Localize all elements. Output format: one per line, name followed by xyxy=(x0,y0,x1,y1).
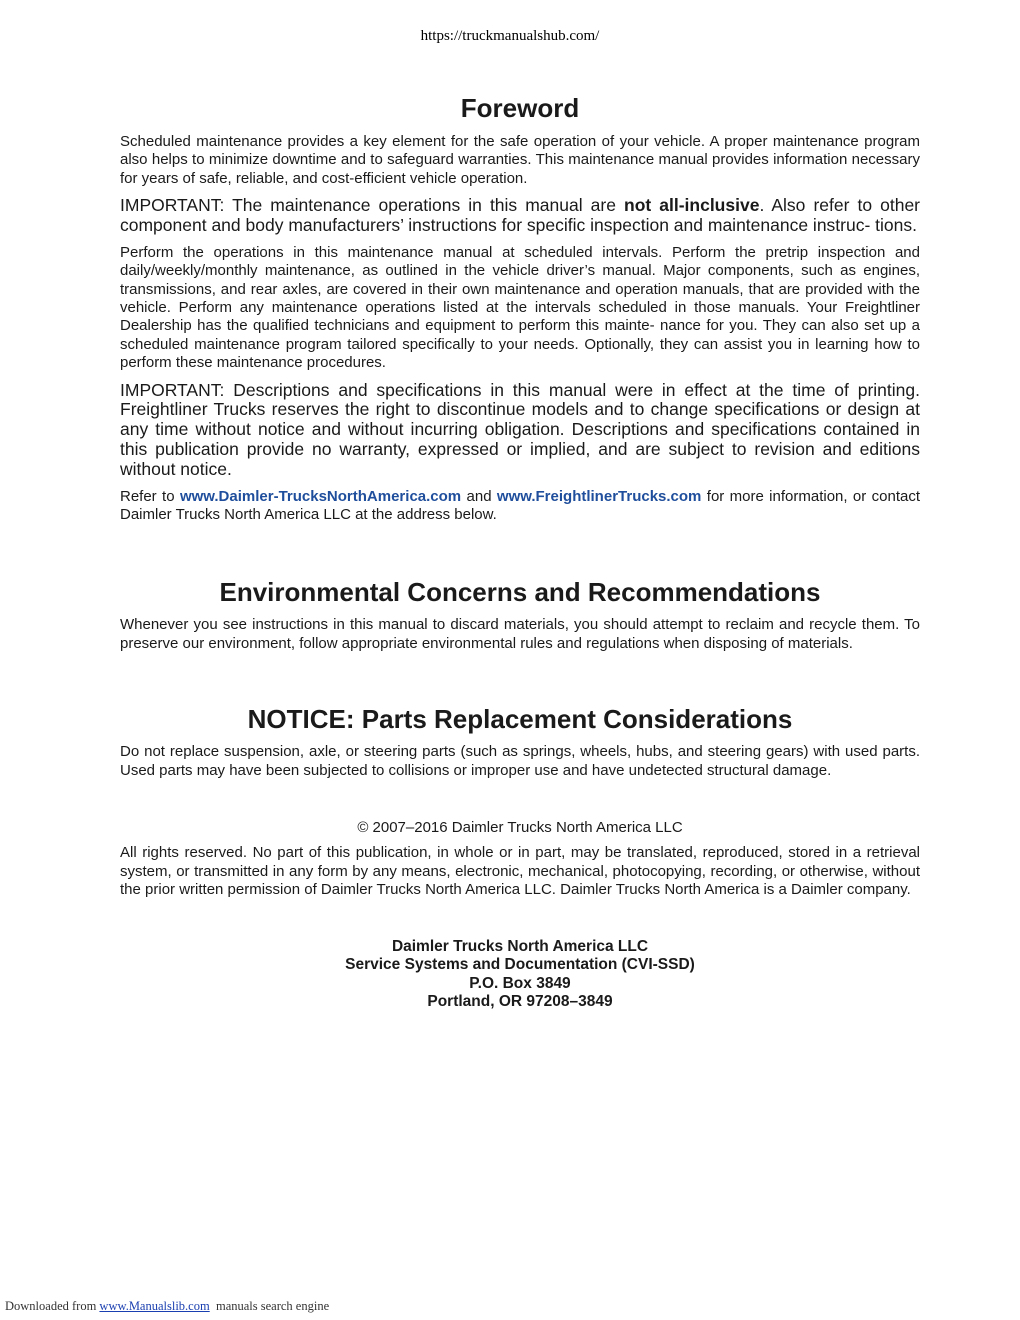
address-line-city: Portland, OR 97208–3849 xyxy=(427,993,613,1011)
footer-suffix: manuals search engine xyxy=(209,1299,330,1313)
address-line-pobox: P.O. Box 3849 xyxy=(469,974,571,992)
copyright-line: © 2007–2016 Daimler Trucks North America LLC xyxy=(357,819,683,837)
notice-paragraph: Do not replace suspension, axle, or steering parts (such as springs, wheels, hubs, and steering gears) with used parts. Used parts may have been subjected to collisions or improper use and have undetected structural damage. xyxy=(120,743,920,779)
important-1-emphasis: not all-inclusive xyxy=(624,195,760,216)
refer-text-pre: Refer to xyxy=(120,487,180,505)
notice-title: NOTICE: Parts Replacement Considerations xyxy=(247,704,793,735)
foreword-paragraph-3: Perform the operations in this maintenance manual at scheduled intervals. Perform the pretrip inspection and daily/weekly/monthly maintenance, as outlined in the vehicle driver’s manual. Major components, such as engines, transmissions, and rear axles, are covered in their own maintenance and operation manuals, that are provided with the vehicle. Perform any maintenance operations listed at the intervals scheduled in those manuals. Your Freightliner Dealership has the qualified technicians and equipment to perform this mainte- nance for you. They can also set up a scheduled maintenance program tailored specifically to your needs. Optionally, they can assist you in learning how to perform these maintenance procedures. xyxy=(120,243,920,372)
foreword-title: Foreword xyxy=(460,93,580,123)
environment-paragraph: Whenever you see instructions in this manual to discard materials, you should attempt to reclaim and recycle them. To preserve our environment, follow appropriate environmental rules and regulations when disposing of materials. xyxy=(120,616,920,652)
important-1-text-pre: IMPORTANT: The maintenance operations in this manual are xyxy=(120,195,624,216)
important-1-text-post: . Also refer to other component and body manufacturers’ instructions for specific inspection and maintenance instruc- tions. xyxy=(120,195,921,236)
freightliner-website-link[interactable]: www.FreightlinerTrucks.com xyxy=(496,487,702,505)
foreword-important-2: IMPORTANT: Descriptions and specifications in this manual were in effect at the time of printing. Freightliner Trucks reserves the right to discontinue models and to change specifications or design at any time without notice and without incurring obligation. Descriptions and specifications contained in this publication provide no warranty, expressed or implied, and are subject to revision and editions without notice. xyxy=(120,379,920,479)
copyright-text: All rights reserved. No part of this publication, in whole or in part, may be translated, reproduced, stored in a retrieval system, or transmitted in any form by any means, electronic, mechanical, photocopying, recording, or otherwise, without the prior written permission of Daimler Trucks North America LLC. Daimler Trucks North America is a Daimler company. xyxy=(120,844,920,899)
environment-title: Environmental Concerns and Recommendations xyxy=(219,577,821,608)
refer-text-mid: and xyxy=(461,487,497,505)
daimler-website-link[interactable]: www.Daimler-TrucksNorthAmerica.com xyxy=(179,487,462,505)
page-content xyxy=(120,92,920,1012)
address-line-department: Service Systems and Documentation (CVI-SSD) xyxy=(345,956,695,974)
address-line-company: Daimler Trucks North America LLC xyxy=(391,937,649,955)
refer-text-post: for more information, or contact Daimler Trucks North America LLC at the address below. xyxy=(120,487,920,524)
manualslib-link[interactable]: www.Manualslib.com xyxy=(99,1299,210,1313)
foreword-important-1 xyxy=(120,196,920,236)
footer-prefix: Downloaded from xyxy=(5,1299,100,1313)
download-footer xyxy=(5,1299,329,1314)
foreword-paragraph-1: Scheduled maintenance provides a key element for the safe operation of your vehicle. A proper maintenance program also helps to minimize downtime and to safeguard warranties. This maintenance manual provides information necessary for years of safe, reliable, and cost-efficient vehicle operation. xyxy=(120,133,920,187)
source-url: https://truckmanualshub.com/ xyxy=(420,28,600,44)
foreword-refer-paragraph xyxy=(120,488,920,525)
company-address xyxy=(120,938,920,1012)
